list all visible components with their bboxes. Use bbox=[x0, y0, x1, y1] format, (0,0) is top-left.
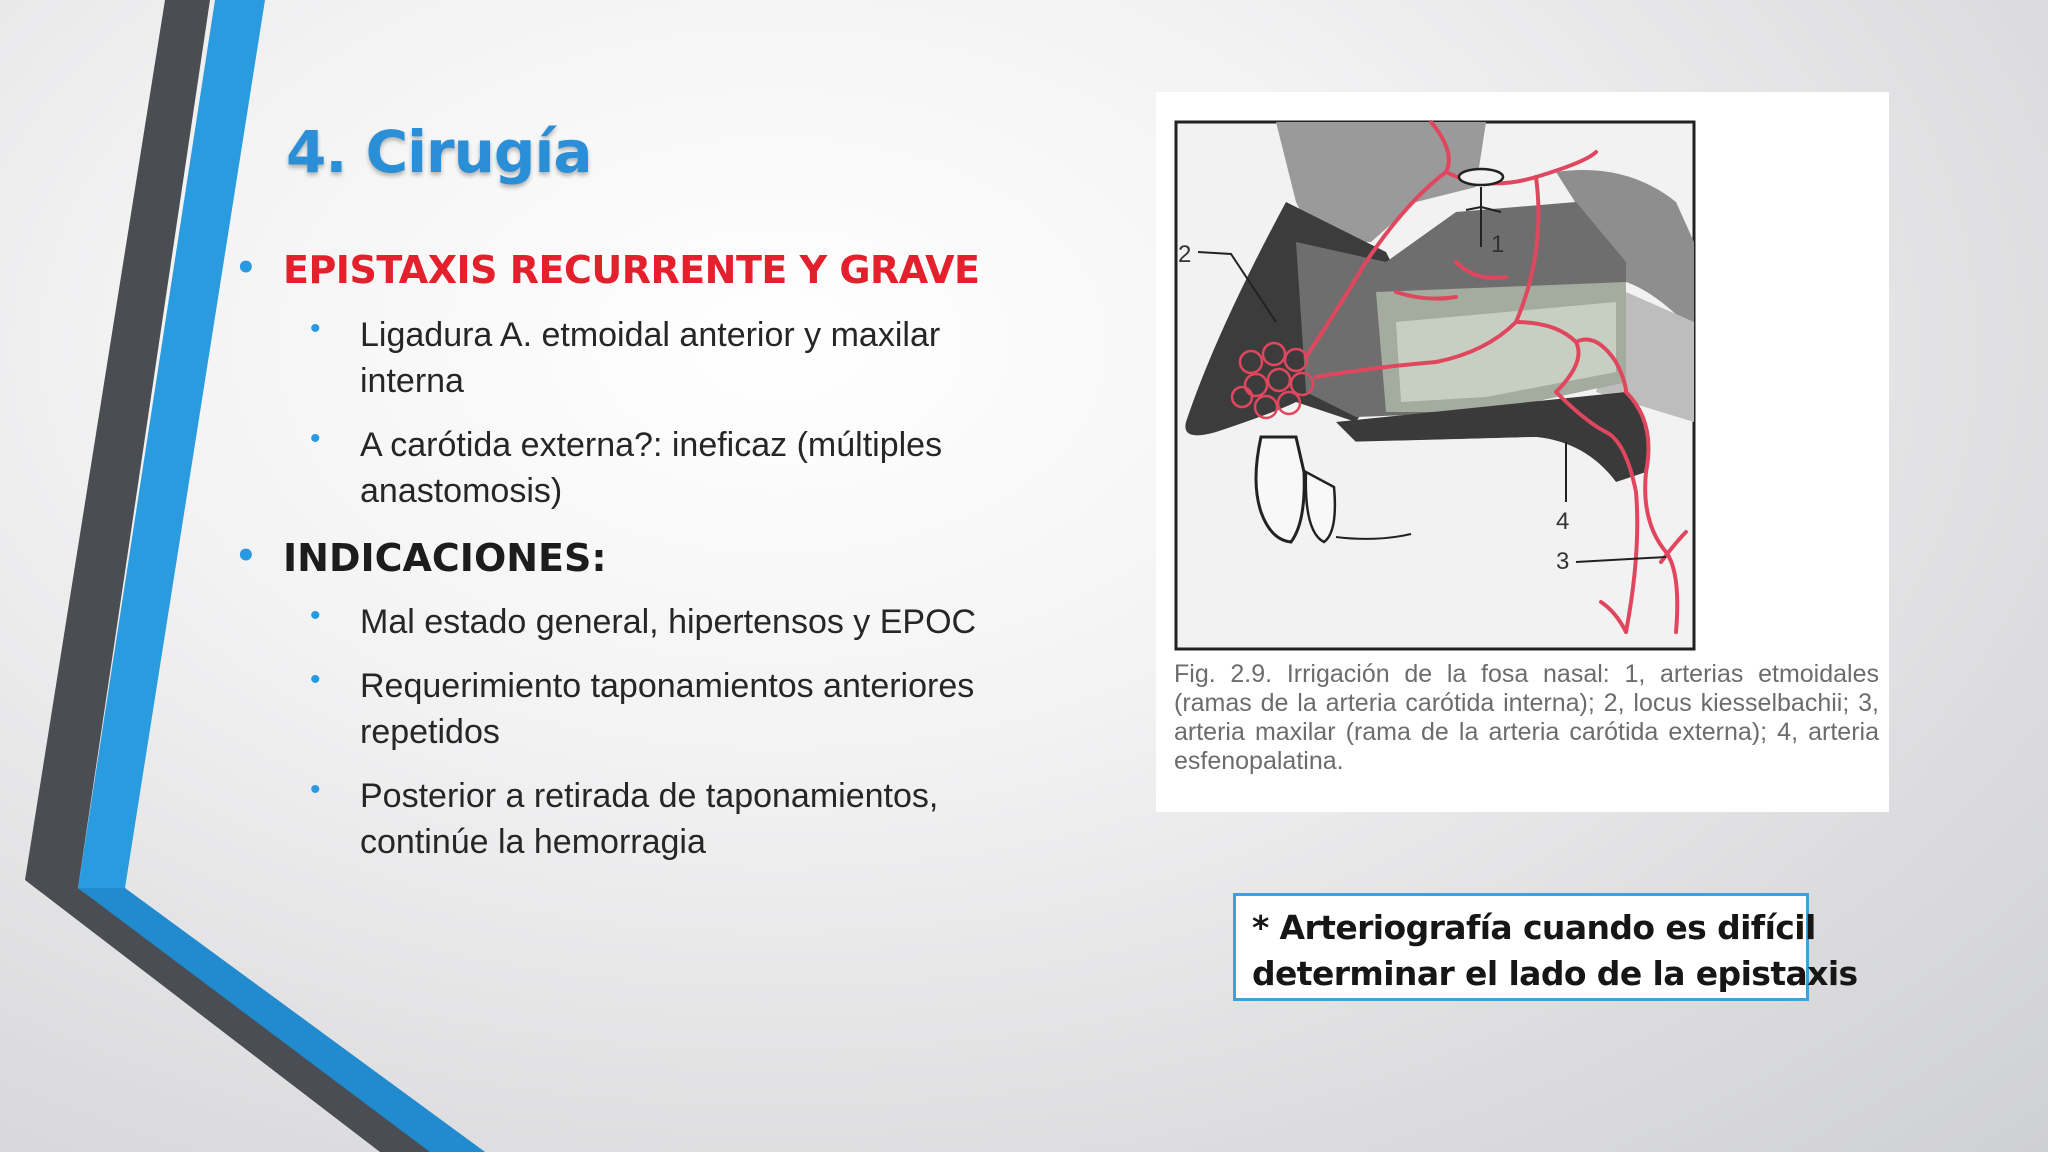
list-item-text: Mal estado general, hipertensos y EPOC bbox=[360, 603, 977, 642]
bullet-icon: • bbox=[310, 663, 321, 697]
list-item-text: Ligadura A. etmoidal anterior y maxilar interna bbox=[360, 315, 941, 400]
section-heading-epistaxis bbox=[230, 248, 1030, 294]
list-item bbox=[230, 773, 1030, 865]
bullet-icon: • bbox=[310, 773, 321, 807]
label-1: 1 bbox=[1491, 231, 1505, 258]
list-item bbox=[230, 599, 1030, 645]
bullet-icon: • bbox=[310, 311, 321, 345]
bullet-icon: • bbox=[310, 599, 321, 633]
list-item-text: A carótida externa?: ineficaz (múltiples anastomosis) bbox=[360, 425, 943, 510]
caption-fig-number: Fig. 2.9. bbox=[1174, 660, 1273, 688]
heading-text: INDICACIONES: bbox=[283, 535, 607, 580]
list-item-text: Posterior a retirada de taponamientos, continúe la hemorragia bbox=[360, 777, 939, 862]
label-4: 4 bbox=[1556, 508, 1570, 535]
slide-title: 4. Cirugía bbox=[286, 118, 592, 186]
note-line-2: determinar el lado de la epistaxis bbox=[1252, 954, 1858, 993]
section-heading-indicaciones bbox=[230, 536, 1030, 582]
list-item bbox=[230, 663, 1030, 755]
label-3: 3 bbox=[1556, 548, 1570, 575]
bullet-icon: • bbox=[235, 535, 257, 576]
list-item bbox=[230, 312, 1030, 404]
bullet-icon: • bbox=[310, 421, 321, 455]
caption-text: Irrigación de la fosa nasal: 1, arterias etmoidales (ramas de la arteria carótida interna); 2, locus kiesselbachii; 3, arteria maxilar (rama de la arteria carótida externa); 4, arteria esfenopalatina. bbox=[1174, 660, 1879, 775]
label-2: 2 bbox=[1178, 241, 1192, 268]
bullet-list bbox=[230, 248, 1030, 865]
note-line-1: * Arteriografía cuando es difícil bbox=[1252, 908, 1816, 947]
arteriography-note-box bbox=[1233, 893, 1858, 1001]
list-item-text: Requerimiento taponamientos anteriores repetidos bbox=[360, 667, 975, 752]
heading-text: EPISTAXIS RECURRENTE Y GRAVE bbox=[283, 248, 980, 292]
nasal-cavity-diagram bbox=[1156, 92, 1889, 652]
bullet-icon: • bbox=[235, 248, 257, 288]
figure-caption bbox=[1174, 660, 1879, 776]
list-item bbox=[230, 422, 1030, 514]
nasal-irrigation-figure bbox=[1156, 92, 1889, 812]
